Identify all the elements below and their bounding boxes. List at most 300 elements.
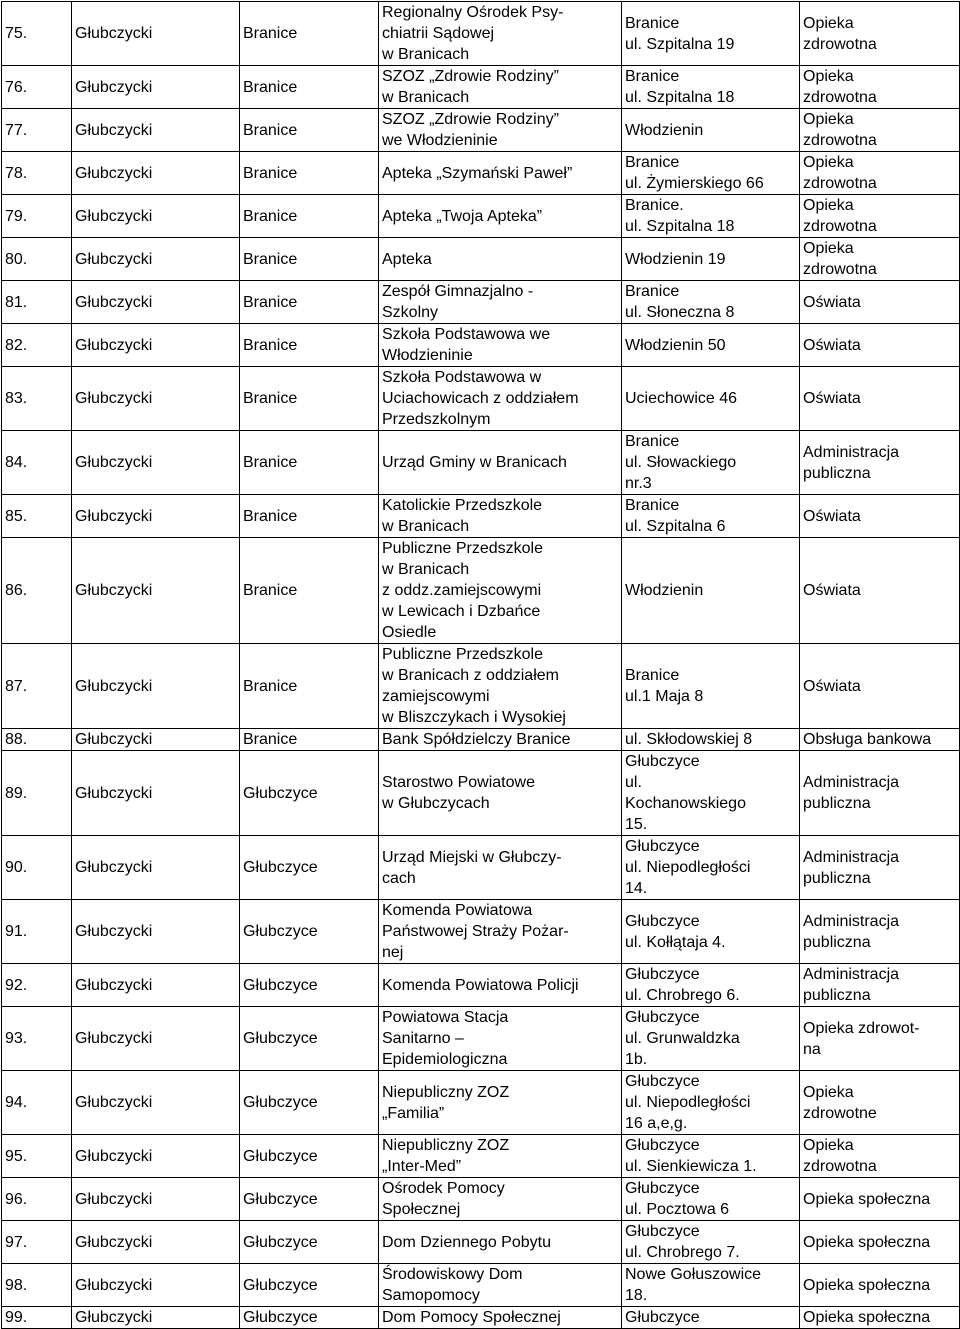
row-number [2,538,72,644]
gmina-cell [240,281,379,324]
cell-line: ul. [625,774,642,791]
cell-line: Oświata [803,582,861,599]
cell-line: 14. [625,880,648,897]
cell-text: 79. [5,207,28,225]
cell-line: Kochanowskiego [625,795,746,812]
powiat-cell [72,751,240,836]
cell-line: Opieka społeczna [803,1309,931,1326]
cell-line: zdrowotna [803,175,877,192]
address-cell [622,281,800,324]
cell-line: Opieka [803,68,854,85]
row-number [2,836,72,900]
cell-text: Głubczycki [75,25,153,42]
table-row [2,195,960,238]
institution-name-cell [379,195,622,238]
gmina-cell [240,1178,379,1221]
institution-name-cell [379,66,622,109]
gmina-cell [240,751,379,836]
address-cell [622,751,800,836]
powiat-cell [72,836,240,900]
cell-line: w Branicach [382,561,470,578]
institution-name-cell [379,324,622,367]
cell-line: Starostwo Powiatowe [382,774,535,791]
category-cell [800,195,960,238]
category-cell [800,1071,960,1135]
cell-text: 88. [5,731,28,748]
cell-line: Głubczyce [625,1073,700,1090]
category-cell [800,964,960,1007]
address-cell [622,644,800,729]
table-row [2,367,960,431]
cell-text: Branice [243,164,298,182]
cell-line: Głubczyce [625,838,700,855]
cell-line: Oświata [803,677,861,695]
institution-name-cell [379,1264,622,1307]
address-cell [622,238,800,281]
gmina-cell [240,1307,379,1329]
cell-line: w Bliszczykach i Wysokiej [382,709,566,726]
cell-line: Obsługa bankowa [803,731,932,748]
cell-line: ul. Słoneczna 8 [625,304,735,321]
category-cell [800,538,960,644]
institution-name-cell [379,109,622,152]
row-number [2,238,72,281]
cell-text: Branice [243,250,298,268]
table-row [2,644,960,729]
category-cell [800,1007,960,1071]
cell-line: Opieka społeczna [803,1233,931,1251]
address-cell [622,1135,800,1178]
cell-text: Głubczycki [75,1147,153,1165]
powiat-cell [72,324,240,367]
category-cell [800,324,960,367]
cell-line: ul. Skłodowskiej 8 [625,731,753,748]
cell-line: Głubczyce [625,753,700,770]
institution-name-cell [379,367,622,431]
cell-line: zdrowotna [803,89,877,106]
address-cell [622,836,800,900]
address-cell [622,1007,800,1071]
cell-text: Głubczycki [75,1233,153,1251]
gmina-cell [240,1007,379,1071]
table-row [2,900,960,964]
powiat-cell [72,431,240,495]
powiat-cell [72,195,240,238]
gmina-cell [240,836,379,900]
gmina-cell [240,367,379,431]
cell-line: na [803,1040,821,1058]
cell-line: ul. Sienkiewicza 1. [625,1158,757,1175]
institution-name-cell [379,1071,622,1135]
institution-name-cell [379,1221,622,1264]
institution-name-cell [379,152,622,195]
cell-text: 86. [5,582,28,599]
category-cell [800,2,960,66]
table-row [2,281,960,324]
cell-line: Komenda Powiatowa Policji [382,976,579,994]
address-cell [622,367,800,431]
cell-line: Regionalny Ośrodek Psy- [382,4,564,21]
cell-text: Głubczycki [75,293,153,311]
cell-text: Branice [243,677,298,695]
cell-line: Włodzienin [625,582,704,599]
cell-text: 81. [5,293,28,311]
cell-line: Głubczyce [625,1180,700,1197]
cell-line: publiczna [803,933,871,951]
powiat-cell [72,367,240,431]
cell-line: w Branicach [382,46,470,63]
cell-line: Uciachowicach z oddziałem [382,390,579,407]
cell-line: Oświata [803,507,861,525]
cell-text: 95. [5,1147,28,1165]
cell-line: w Branicach [382,518,470,535]
cell-line: Państwowej Straży Pożar- [382,923,569,940]
cell-text: Głubczyce [243,859,318,876]
powiat-cell [72,1071,240,1135]
gmina-cell [240,644,379,729]
category-cell [800,495,960,538]
powiat-cell [72,1135,240,1178]
table-row [2,1178,960,1221]
address-cell [622,66,800,109]
category-cell [800,152,960,195]
row-number [2,2,72,66]
powiat-cell [72,66,240,109]
row-number [2,751,72,836]
category-cell [800,729,960,751]
category-cell [800,238,960,281]
cell-text: 89. [5,784,28,802]
institutions-table [1,1,960,1329]
powiat-cell [72,152,240,195]
cell-text: Branice [243,582,298,599]
cell-line: Głubczyce [625,966,700,983]
cell-line: ul. Grunwaldzka [625,1030,740,1047]
table-row [2,495,960,538]
institution-name-cell [379,1135,622,1178]
gmina-cell [240,964,379,1007]
institution-name-cell [379,495,622,538]
gmina-cell [240,2,379,66]
cell-text: 96. [5,1190,28,1208]
cell-text: Głubczyce [243,784,318,802]
cell-line: Włodzienin [625,121,704,139]
cell-line: Osiedle [382,624,437,641]
address-cell [622,1221,800,1264]
cell-text: Branice [243,25,298,42]
table-row [2,109,960,152]
cell-line: Katolickie Przedszkole [382,497,543,514]
cell-line: publiczna [803,795,871,812]
category-cell [800,431,960,495]
address-cell [622,1264,800,1307]
cell-line: cach [382,869,416,887]
cell-text: Branice [243,731,298,748]
cell-line: Zespół Gimnazjalno - [382,283,534,300]
powiat-cell [72,538,240,644]
address-cell [622,1178,800,1221]
cell-text: 82. [5,336,28,354]
cell-line: 16 a,e,g. [625,1115,688,1132]
cell-line: Apteka [382,250,432,268]
cell-line: w Głubczycach [382,795,490,812]
gmina-cell [240,1071,379,1135]
category-cell [800,1221,960,1264]
category-cell [800,751,960,836]
cell-line: ul. Chrobrego 6. [625,987,740,1004]
row-number [2,1307,72,1329]
powiat-cell [72,900,240,964]
table-row [2,152,960,195]
cell-line: Społecznej [382,1201,461,1218]
gmina-cell [240,900,379,964]
cell-text: Branice [243,293,298,311]
cell-line: ul. Szpitalna 6 [625,518,726,535]
address-cell [622,900,800,964]
cell-line: publiczna [803,464,871,482]
cell-line: Niepubliczny ZOZ [382,1083,510,1101]
cell-line: SZOZ „Zdrowie Rodziny” [382,111,559,128]
category-cell [800,1307,960,1329]
cell-text: Głubczycki [75,507,153,525]
cell-text: Głubczycki [75,923,153,940]
cell-line: zdrowotna [803,1158,877,1175]
table-row [2,836,960,900]
cell-text: Branice [243,336,298,354]
cell-line: Nowe Gołuszowice [625,1266,762,1283]
cell-text: Głubczyce [243,976,318,994]
cell-line: publiczna [803,987,871,1004]
gmina-cell [240,66,379,109]
category-cell [800,900,960,964]
category-cell [800,66,960,109]
cell-text: 83. [5,390,28,407]
institution-name-cell [379,2,622,66]
cell-line: Opieka społeczna [803,1190,931,1208]
address-cell [622,964,800,1007]
cell-line: Oświata [803,336,861,354]
table-row [2,1307,960,1329]
row-number [2,431,72,495]
powiat-cell [72,2,240,66]
address-cell [622,152,800,195]
cell-line: zdrowotne [803,1104,877,1122]
row-number [2,195,72,238]
cell-line: Opieka [803,154,854,171]
row-number [2,495,72,538]
powiat-cell [72,238,240,281]
cell-text: 80. [5,250,28,268]
table-row [2,324,960,367]
cell-text: Głubczycki [75,1309,153,1326]
cell-text: Głubczycki [75,207,153,225]
address-cell [622,195,800,238]
powiat-cell [72,1264,240,1307]
cell-text: Branice [243,454,298,471]
institution-name-cell [379,964,622,1007]
cell-line: Branice [625,68,680,85]
cell-line: Uciechowice 46 [625,390,738,407]
gmina-cell [240,431,379,495]
cell-line: Urząd Miejski w Głubczy- [382,848,562,866]
row-number [2,324,72,367]
cell-text: 87. [5,677,28,695]
cell-line: zdrowotna [803,35,877,53]
gmina-cell [240,729,379,751]
cell-text: Głubczycki [75,336,153,354]
category-cell [800,644,960,729]
table-row [2,729,960,751]
cell-text: Głubczyce [243,1190,318,1208]
row-number [2,281,72,324]
category-cell [800,109,960,152]
cell-line: w Branicach z oddziałem [382,667,559,684]
cell-text: Głubczyce [243,1233,318,1251]
institutions-table-body [2,2,960,1329]
cell-text: 91. [5,923,28,940]
row-number [2,367,72,431]
cell-line: Głubczyce [625,912,700,930]
cell-text: Głubczycki [75,1030,153,1047]
cell-line: Szkoła Podstawowa w [382,369,542,386]
cell-line: Branice [625,14,680,32]
cell-line: „Inter-Med” [382,1158,462,1175]
cell-text: Branice [243,121,298,139]
row-number [2,1221,72,1264]
address-cell [622,538,800,644]
cell-text: Głubczycki [75,164,153,182]
powiat-cell [72,644,240,729]
institution-name-cell [379,1007,622,1071]
gmina-cell [240,324,379,367]
row-number [2,1264,72,1307]
row-number [2,152,72,195]
category-cell [800,836,960,900]
cell-line: zdrowotna [803,218,877,235]
table-row [2,1007,960,1071]
table-row [2,751,960,836]
cell-line: Włodzienin 19 [625,250,726,268]
cell-line: Epidemiologiczna [382,1051,508,1068]
cell-text: 93. [5,1030,28,1047]
cell-text: 77. [5,121,28,139]
cell-line: Opieka [803,111,854,128]
cell-line: chiatrii Sądowej [382,25,495,42]
cell-line: Głubczyce [625,1009,700,1026]
cell-text: Głubczyce [243,1094,318,1111]
table-row [2,538,960,644]
cell-text: Głubczycki [75,1190,153,1208]
cell-line: Opieka [803,240,854,257]
institution-name-cell [379,238,622,281]
cell-line: Opieka społeczna [803,1276,931,1294]
cell-line: Administracja [803,848,900,866]
cell-line: zamiejscowymi [382,688,490,705]
address-cell [622,495,800,538]
gmina-cell [240,1135,379,1178]
gmina-cell [240,495,379,538]
cell-line: Komenda Powiatowa [382,902,533,919]
cell-text: Głubczycki [75,1276,153,1294]
cell-text: Głubczycki [75,582,153,599]
cell-text: Branice [243,78,298,96]
institution-name-cell [379,1178,622,1221]
institution-name-cell [379,281,622,324]
cell-line: publiczna [803,869,871,887]
cell-text: Głubczycki [75,390,153,407]
cell-line: Niepubliczny ZOZ [382,1137,510,1154]
cell-line: Opieka [803,1137,854,1154]
cell-line: Włodzieninie [382,347,473,364]
cell-text: Głubczycki [75,454,153,471]
cell-text: Głubczyce [243,923,318,940]
powiat-cell [72,964,240,1007]
institution-name-cell [379,900,622,964]
category-cell [800,1135,960,1178]
cell-line: Włodzienin 50 [625,336,726,354]
cell-line: „Familia” [382,1104,445,1122]
address-cell [622,324,800,367]
gmina-cell [240,1264,379,1307]
table-row [2,1071,960,1135]
institution-name-cell [379,1307,622,1329]
cell-line: Oświata [803,293,861,311]
cell-line: ul.1 Maja 8 [625,688,704,705]
cell-line: ul. Szpitalna 19 [625,35,735,53]
cell-text: Głubczyce [243,1030,318,1047]
table-row [2,1221,960,1264]
row-number [2,644,72,729]
cell-text: 78. [5,164,28,182]
powiat-cell [72,1178,240,1221]
row-number [2,900,72,964]
cell-line: ul. Słowackiego [625,454,737,471]
cell-line: SZOZ „Zdrowie Rodziny” [382,68,559,85]
cell-line: w Branicach [382,89,470,106]
cell-line: 18. [625,1287,648,1304]
cell-line: Ośrodek Pomocy [382,1180,505,1197]
cell-line: Administracja [803,966,900,983]
cell-line: Apteka „Szymański Paweł” [382,164,573,182]
cell-line: Opieka zdrowot- [803,1019,920,1037]
cell-line: Apteka „Twoja Apteka” [382,207,543,225]
category-cell [800,281,960,324]
institution-name-cell [379,644,622,729]
powiat-cell [72,729,240,751]
cell-text: Branice [243,207,298,225]
cell-line: ul. Szpitalna 18 [625,218,735,235]
cell-text: Głubczyce [243,1309,318,1326]
powiat-cell [72,495,240,538]
powiat-cell [72,281,240,324]
cell-line: Publiczne Przedszkole [382,540,543,557]
address-cell [622,1307,800,1329]
cell-line: ul. Kołłątaja 4. [625,933,726,951]
cell-line: Branice [625,154,680,171]
cell-line: Branice. [625,197,684,214]
category-cell [800,1178,960,1221]
cell-line: Samopomocy [382,1287,480,1304]
category-cell [800,367,960,431]
category-cell [800,1264,960,1307]
cell-text: Głubczycki [75,731,153,748]
gmina-cell [240,109,379,152]
cell-line: 15. [625,816,648,833]
row-number [2,1178,72,1221]
cell-line: Branice [625,283,680,300]
cell-line: Środowiskowy Dom [382,1266,523,1283]
table-row [2,2,960,66]
